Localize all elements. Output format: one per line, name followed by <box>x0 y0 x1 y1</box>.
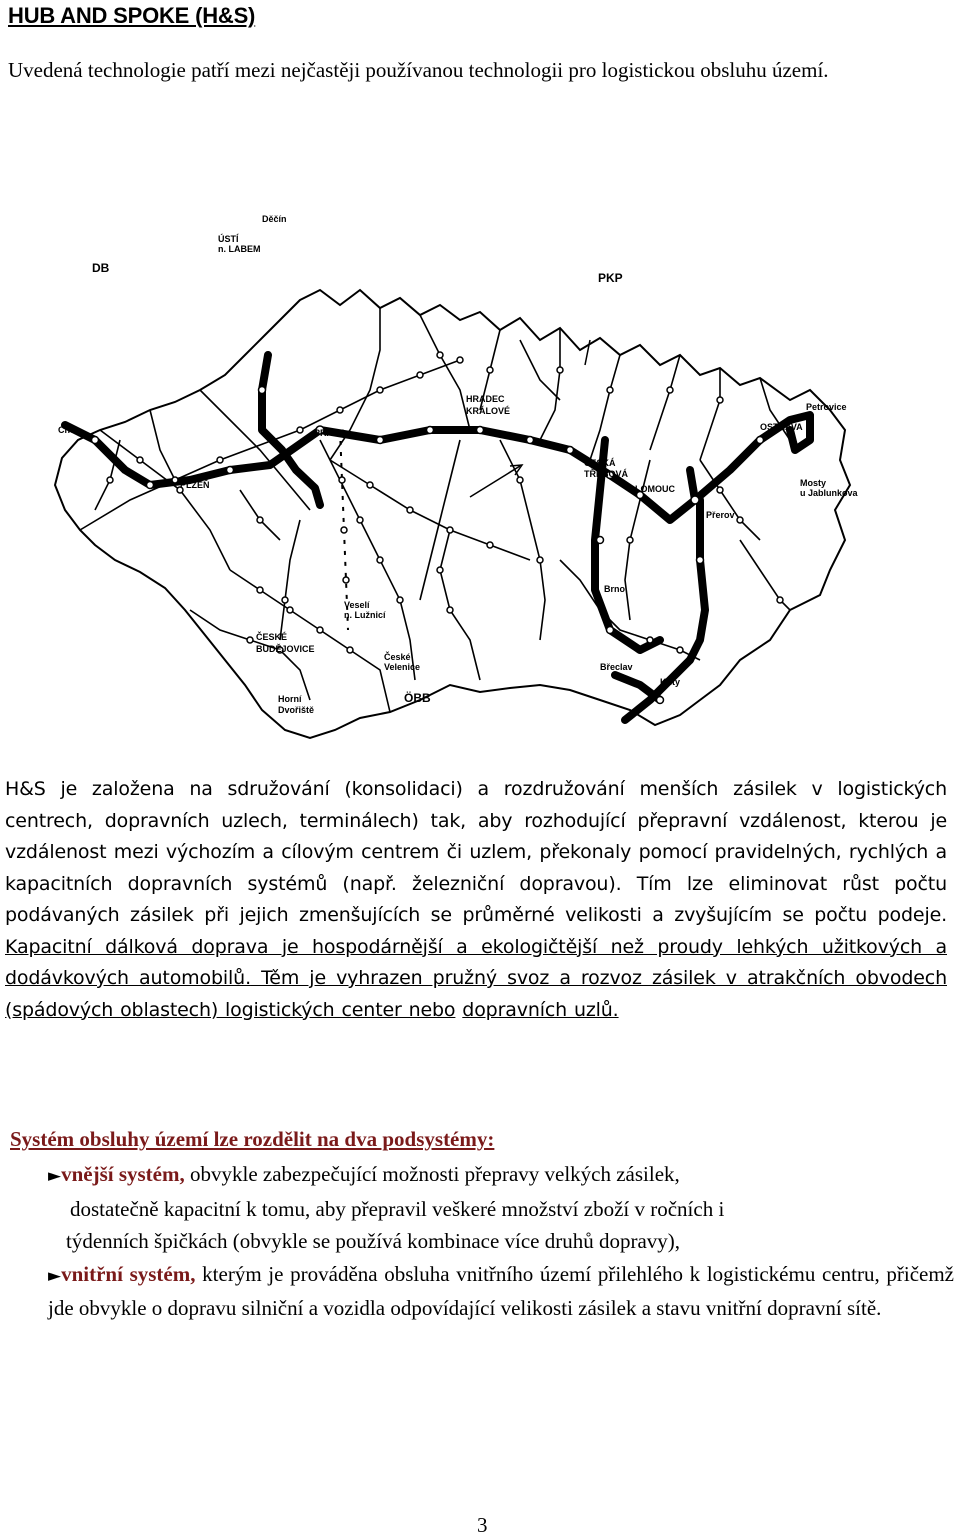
internal-system-item <box>48 1258 954 1325</box>
internal-system-term: vnitřní systém, <box>61 1261 196 1286</box>
body-plain-2: Těm je vyhrazen pružný svoz a rozvoz zásilek v atrakčních obvodech (spádových oblastech) logistických center nebo <box>5 967 947 1021</box>
external-system-line3: týdenních špičkách (obvykle se používá kombinace více druhů dopravy), <box>66 1229 681 1253</box>
map-label-velenice-2: Velenice <box>384 662 421 672</box>
external-system-line2: dostatečně kapacitní k tomu, aby přepravil veškeré množství zboží v ročních i <box>70 1196 725 1221</box>
map-label-velenice-1: České <box>384 652 411 662</box>
map-label-veseli-2: n. Lužnicí <box>344 610 386 620</box>
map-label-olomouc: OLOMOUC <box>628 484 675 494</box>
map-label-obb: ÖBB <box>404 691 431 705</box>
body-underlined-2: dopravních uzlů. <box>462 998 619 1021</box>
systems-title: Systém obsluhy území lze rozdělit na dva podsystémy: <box>10 1127 495 1151</box>
map-arrows <box>470 340 590 497</box>
map-label-dvoriste-1: Horní <box>278 694 302 704</box>
map-label-budejovice-2: BUDĚJOVICE <box>256 644 315 654</box>
map-label-plzen: PLZEŇ <box>180 480 210 490</box>
map-label-brno: Brno <box>604 584 625 594</box>
map-label-petrovice: Petrovice <box>806 402 847 412</box>
page-number: 3 <box>477 1513 488 1537</box>
map-label-ceska-2: TŘEBOVÁ <box>584 469 629 479</box>
external-system-term: vnější systém, <box>61 1162 185 1186</box>
map-label-ostrava: OSTRAVA <box>760 422 803 432</box>
internal-arrow-icon: ► <box>48 1265 62 1286</box>
body-plain-1: H&S je založena na sdružování (konsolidaci) a rozdružování menších zásilek v logistických centrech, dopravních uzlech, terminálech) tak, aby rozhodující přepravní vzdálenost, kterou je vzdálenost mezi výchozím a cílovým centrem či uzlem, překonaly pomocí pravidelných, rychlých a kapacitních dopravních systémů (např. železniční dopravou). Tím lze eliminovat růst počtu podávaných zásilek při jejich zmenšujících se průměrné velikosti a zvyšujícím se počtu podeje. <box>5 778 947 926</box>
map-label-dvoriste-2: Dvořiště <box>278 705 315 715</box>
map-label-usti-1: ÚSTÍ <box>218 234 239 244</box>
map-label-ceska-1: ČESKÁ <box>584 458 616 468</box>
external-arrow-icon: ► <box>48 1166 62 1186</box>
railway-network-map <box>0 140 960 740</box>
map-label-hradec-1: HRADEC <box>466 394 505 404</box>
map-label-hradec-2: KRÁLOVÉ <box>466 406 511 416</box>
map-label-breclav: Břeclav <box>600 662 633 672</box>
main-corridors <box>65 355 810 720</box>
map-label-budejovice-1: ČESKÉ <box>256 632 288 642</box>
external-system-line1: obvykle zabezpečující možnosti přepravy velkých zásilek, <box>184 1162 680 1186</box>
map-label-usti-2: n. LABEM <box>218 244 261 254</box>
external-system-item <box>48 1158 954 1258</box>
map-figure <box>0 140 960 740</box>
page-heading: HUB AND SPOKE (H&S) <box>8 3 256 28</box>
systems-list <box>48 1158 954 1325</box>
map-label-mosty-1: Mosty <box>800 478 827 488</box>
map-label-cheb: Cheb <box>58 425 81 435</box>
map-label-praha: PRAHA <box>314 428 347 438</box>
map-label-pkp: PKP <box>598 271 623 285</box>
map-label-kuty: Kúty <box>660 677 680 687</box>
body-paragraph <box>5 774 947 1026</box>
body-underlined-1: Kapacitní dálková doprava je hospodárnější a ekologičtější než proudy lehkých užitkových a dodávkových automobilů. <box>5 935 947 989</box>
map-label-mosty-2: u Jablunkova <box>800 488 858 498</box>
map-label-prerov: Přerov <box>706 510 735 520</box>
map-label-decin: Děčín <box>262 214 287 224</box>
internal-system-text: kterým je prováděna obsluha vnitřního území přilehlého k logistickému centru, přičemž jde obvykle o dopravu silniční a vozidla odpovídající velikosti zásilek a stavu vnitřní dopravní sítě. <box>48 1261 955 1320</box>
intro-paragraph: Uvedená technologie patří mezi nejčastěji používanou technologii pro logistickou obsluhu území. <box>8 58 829 82</box>
map-label-veseli-1: Veselí <box>344 600 370 610</box>
map-label-db: DB <box>92 261 110 275</box>
